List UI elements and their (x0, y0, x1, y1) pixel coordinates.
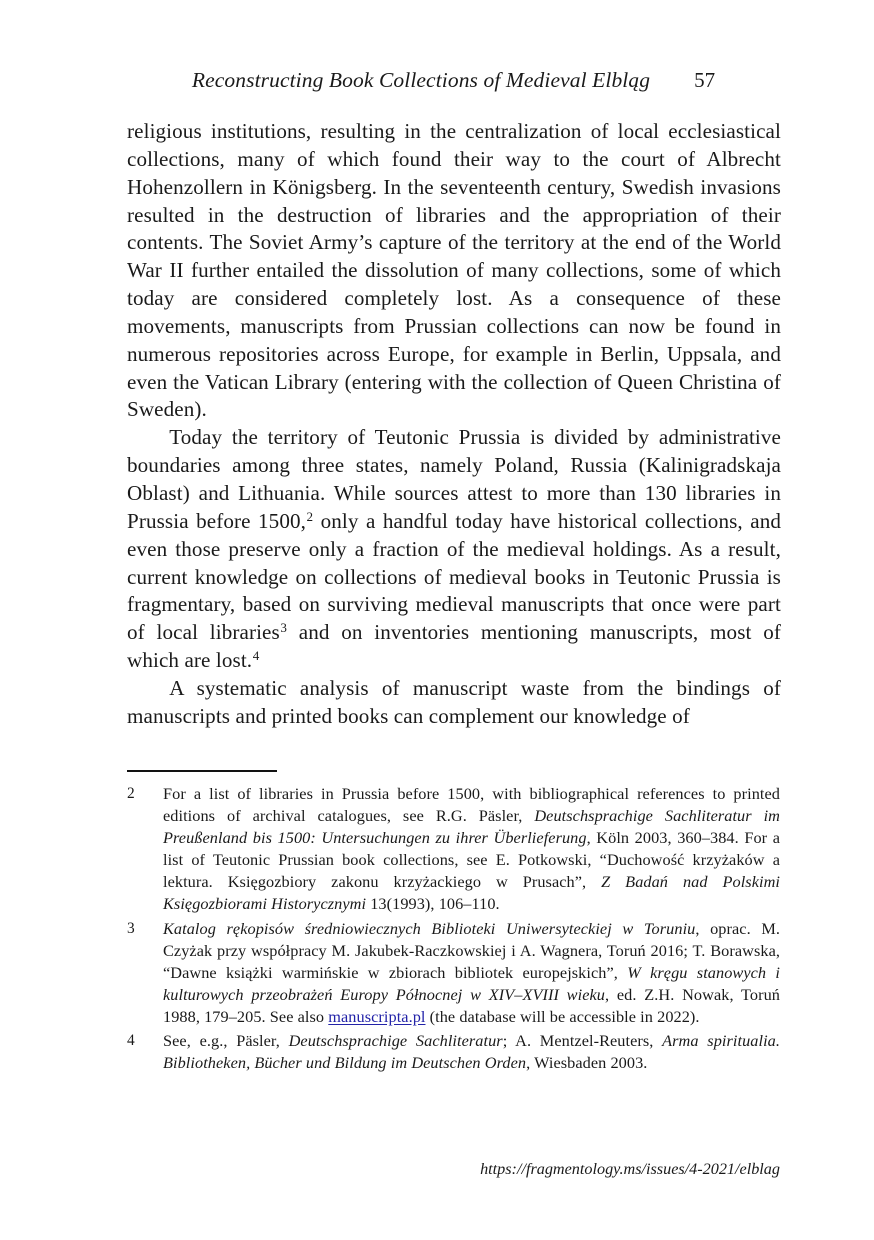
running-head-title: Reconstructing Book Collections of Medieval Elbląg (191, 68, 651, 92)
body-text-column (127, 118, 781, 731)
footnote-2-number: 2 (127, 785, 135, 802)
footnote-2-seg-1: For a list of libraries in Prussia before 1500, with bibliographical references to printed editions of archival catalogues, see R.G. Päsler, (163, 784, 780, 826)
paragraph-3-text: A systematic analysis of manuscript waste from the bindings of manuscripts and printed books can complement our knowledge of (127, 675, 781, 728)
page-footer (127, 1160, 780, 1179)
footnote-4-seg-2: ; A. Mentzel-Reuters, (502, 1031, 663, 1051)
footnote-2-seg-2: , Köln 2003, 360–384. For a list of Teutonic Prussian book collections, see E. Potkowski, “Duchowość krzyżaków a lektura. Księgozbiory zakonu krzyżackiego w Prusach”, (163, 828, 780, 892)
paragraph-2 (127, 424, 781, 675)
paragraph-3 (127, 675, 781, 731)
footnote-2-seg-3: 13(1993), 106–110. (366, 894, 500, 914)
manuscripta-pl-link[interactable]: manuscripta.pl (328, 1006, 426, 1026)
page-number: 57 (694, 68, 716, 92)
footnote-3-seg-1: , oprac. M. Czyżak przy współpracy M. Jakubek-Raczkowskiej i A. Wagnera, Toruń 2016; T. Borawska, “Dawne książki warmińskie w zbiorach bibliotek europejskich”, (163, 918, 780, 982)
footnote-3-number: 3 (127, 919, 135, 937)
footnote-2-italic-2: Z Badań nad Polskimi Księgozbiorami Historycznymi (163, 872, 780, 914)
footnote-4-seg-1: See, e.g., Päsler, (163, 1031, 289, 1051)
footnote-4-number: 4 (127, 1032, 135, 1050)
paragraph-2-text-part-2: only a handful today have historical collections, and even those preserve only a fraction of the medieval holdings. As a result, current knowledge on collections of medieval books in Teutonic Prussia is fragmentary, based on surviving medieval manuscripts that once were part of local libraries (127, 508, 781, 645)
footnote-3-seg-3: (the database will be accessible in 2022). (425, 1006, 700, 1026)
footnote-block (127, 783, 780, 1076)
footnote-4-italic-1: Deutschsprachige Sachliteratur (288, 1031, 503, 1051)
footnote-2-italic-1: Deutschsprachige Sachliteratur im Preußenland bis 1500: Untersuchungen zu ihrer Überlieferung (163, 806, 780, 848)
footnote-marker-2[interactable]: 2 (306, 509, 314, 525)
footnote-4-seg-3: , Wiesbaden 2003. (526, 1053, 648, 1073)
paragraph-1-text: religious institutions, resulting in the centralization of local ecclesiastical collections, many of which found their way to the court of Albrecht Hohenzollern in Königsberg. In the seventeenth century, Swedish invasions resulted in the destruction of libraries and the appropriation of their contents. The Soviet Army’s capture of the territory at the end of the World War II further entailed the dissolution of many collections, some of which today are considered completely lost. As a consequence of these movements, manuscripts from Prussian collections can now be found in numerous repositories across Europe, for example in Berlin, Uppsala, and even the Vatican Library (entering with the collection of Queen Christina of Sweden). (127, 119, 781, 422)
paragraph-1 (127, 118, 781, 424)
paragraph-2-text-part-1: Today the territory of Teutonic Prussia is divided by administrative boundaries among three states, namely Poland, Russia (Kalinigradskaja Oblast) and Lithuania. While sources attest to more than 130 libraries in Prussia before 1500, (127, 425, 781, 533)
footnote-separator-rule (127, 770, 277, 772)
footer-url: https://fragmentology.ms/issues/4-2021/elblag (480, 1160, 780, 1178)
footnote-4-italic-2: Arma spiritualia. Bibliotheken, Bücher und Bildung im Deutschen Orden (163, 1031, 781, 1073)
footnote-2 (127, 783, 780, 916)
footnote-3-italic-1: Katalog rękopisów średniowiecznych Biblioteki Uniwersyteckiej w Toruniu (163, 918, 696, 938)
footnote-marker-3[interactable]: 3 (280, 620, 288, 636)
footnote-3-seg-2: , ed. Z.H. Nowak, Toruń 1988, 179–205. See also (163, 984, 781, 1026)
running-head (127, 68, 780, 102)
footnote-3 (127, 918, 780, 1028)
footnote-3-italic-2: W kręgu stanowych i kulturowych przeobrażeń Europy Północnej w XIV–XVIII wieku (163, 962, 781, 1004)
footnote-marker-4[interactable]: 4 (252, 648, 260, 664)
footnote-4 (127, 1030, 780, 1074)
paragraph-2-text-part-3: and on inventories mentioning manuscripts, most of which are lost. (127, 620, 781, 673)
